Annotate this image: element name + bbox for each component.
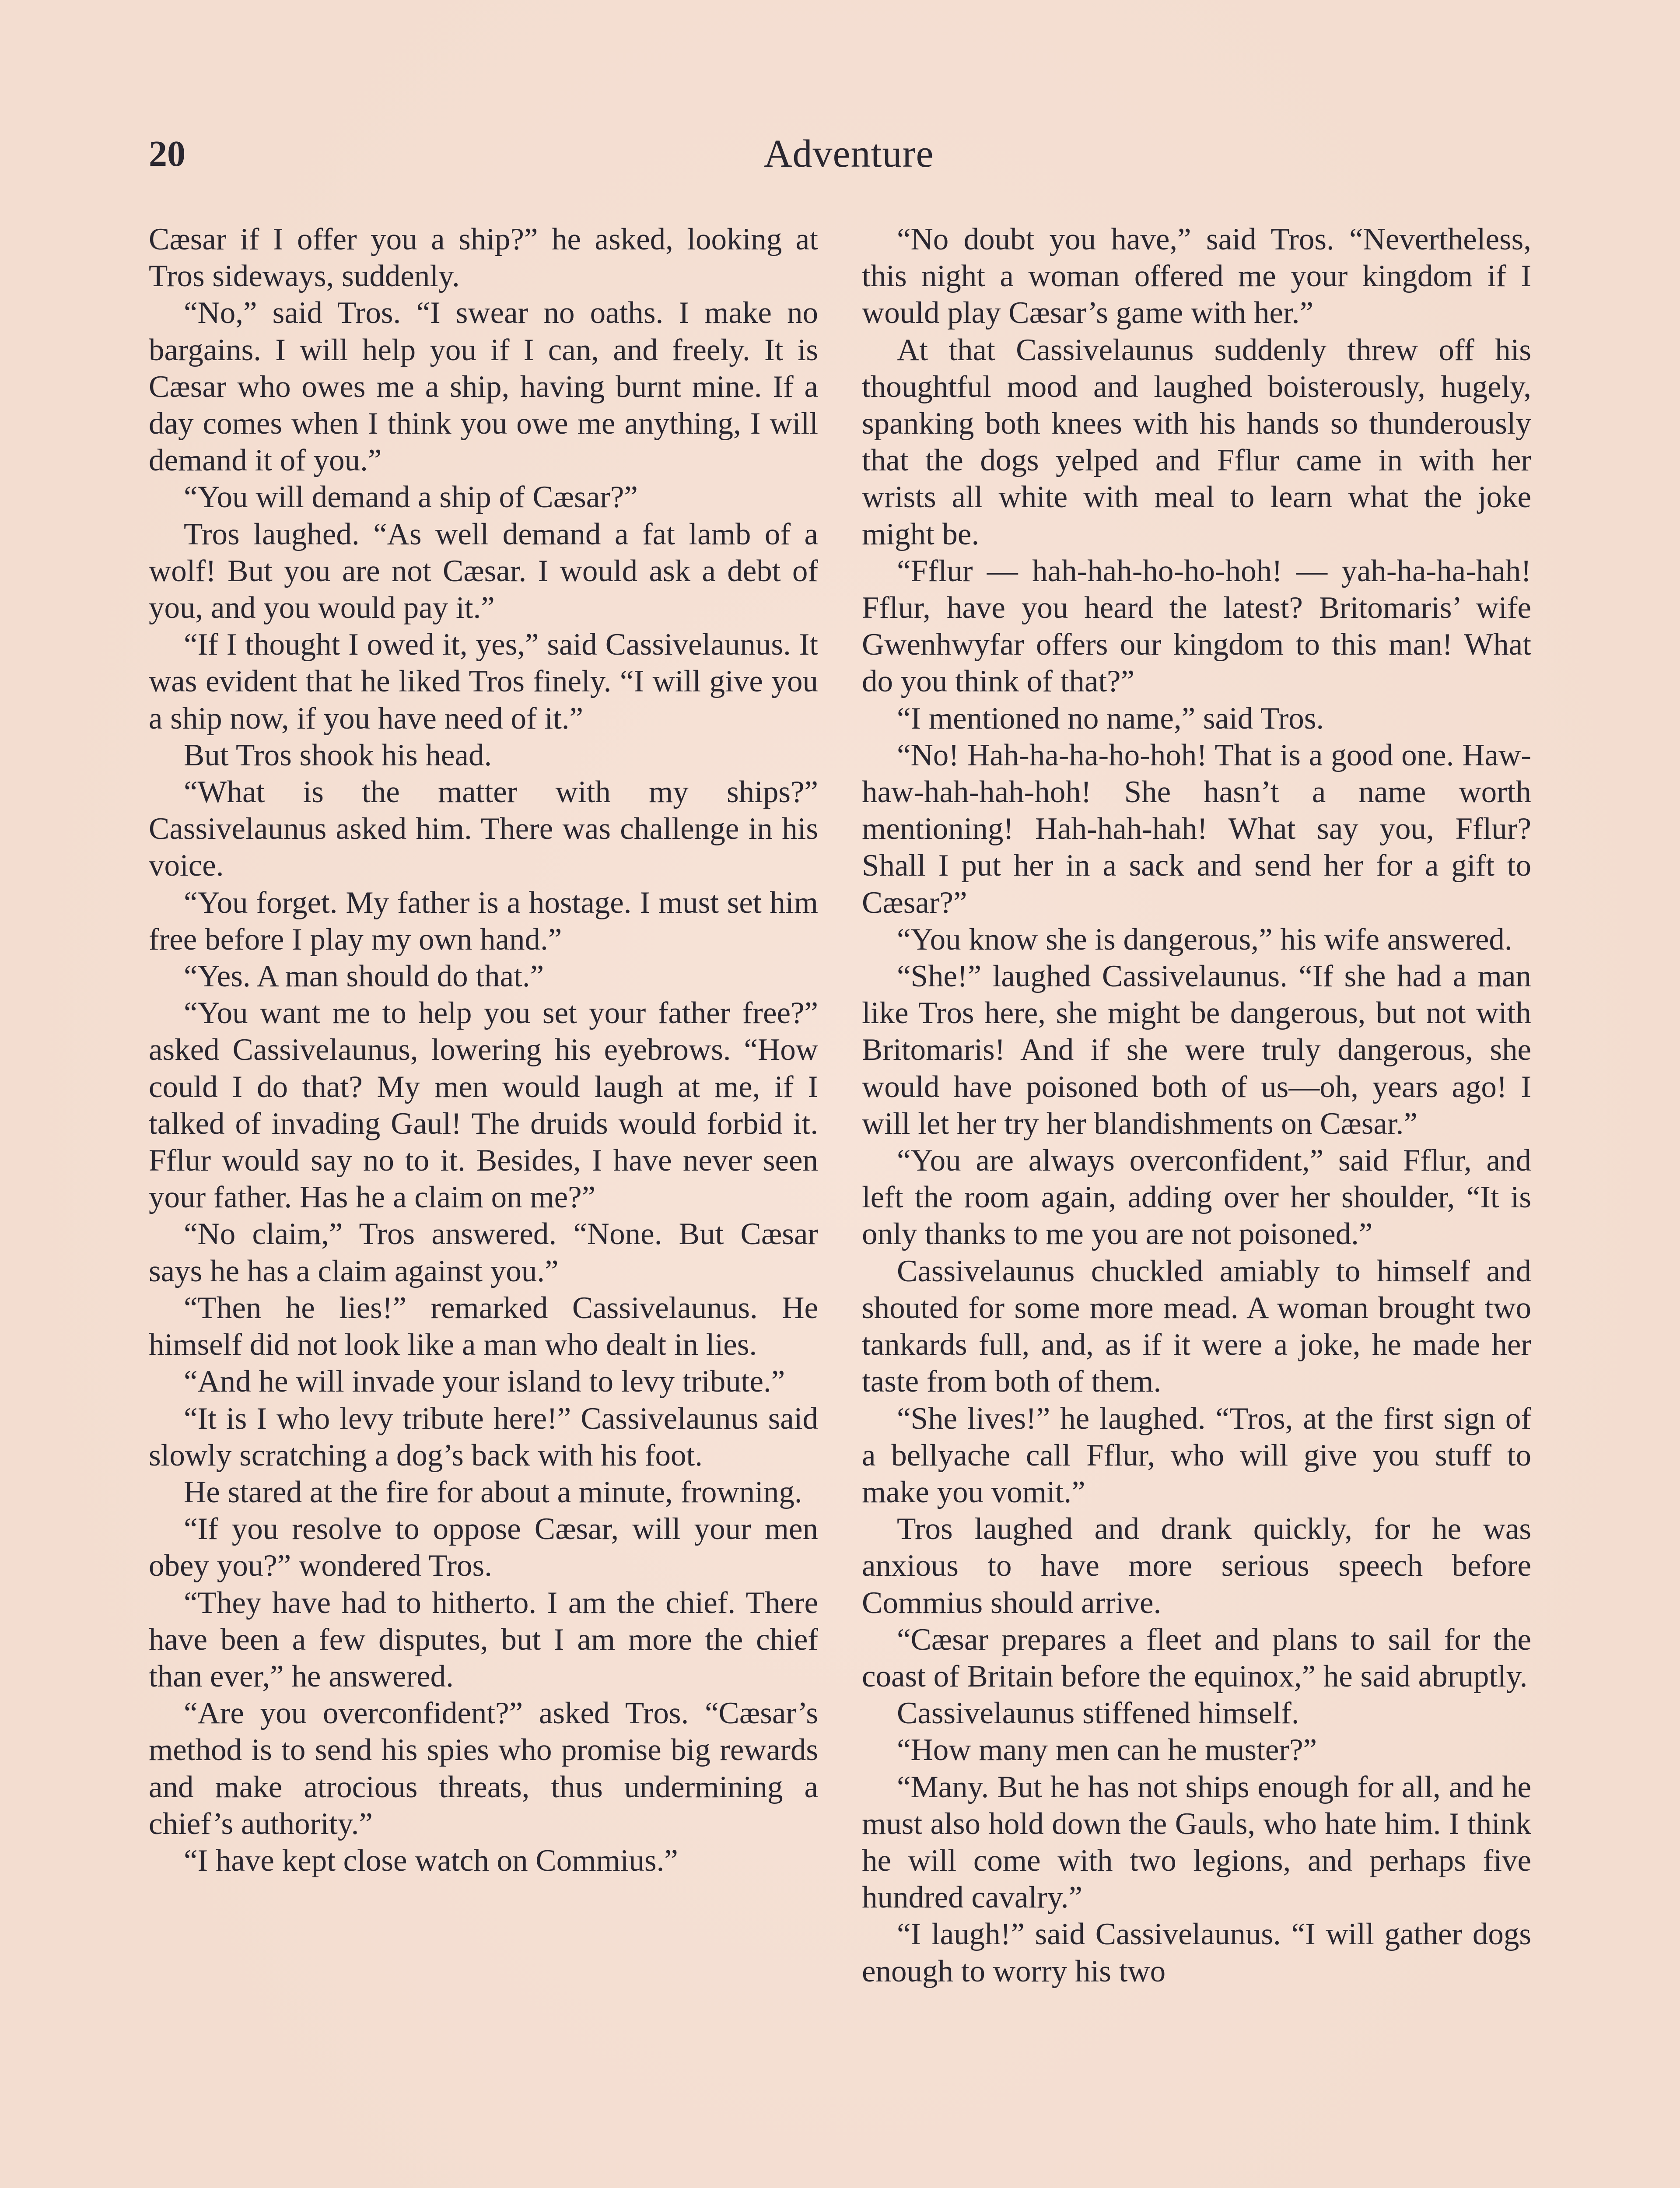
paragraph: “Many. But he has not ships enough for all, and he must also hold down the Gauls, who hate him. I think he will come with two legions, and perhaps five hundred cavalry.” <box>862 1770 1531 1915</box>
paragraph: “Then he lies!” remarked Cassivelaunus. He himself did not look like a man who dealt in lies. <box>149 1290 818 1362</box>
paragraph: “Cæsar prepares a fleet and plans to sail for the coast of Britain before the equinox,” he said abruptly. <box>862 1622 1531 1694</box>
paragraph: Cassivelaunus stiffened himself. <box>897 1696 1299 1731</box>
paragraph: “You want me to help you set your father free?” asked Cassivelaunus, lowering his eyebrows. “How could I do that? My men would laugh at me, if I talked of invading Gaul! The druids would forbid it. Fflur would say no to it. Besides, I have never seen your father. Has he a claim on me?” <box>149 996 818 1215</box>
paragraph: “You will demand a ship of Cæsar?” <box>184 480 638 515</box>
paragraph: “Yes. A man should do that.” <box>184 959 544 994</box>
paragraph: “Are you overconfident?” asked Tros. “Cæsar’s method is to send his spies who promise big rewards and make atrocious threats, thus undermining a chief’s authority.” <box>149 1696 818 1841</box>
paragraph: “They have had to hitherto. I am the chief. There have been a few disputes, but I am more the chief than ever,” he answered. <box>149 1585 818 1694</box>
paragraph: Cæsar if I offer you a ship?” he asked, looking at Tros sideways, suddenly. <box>149 222 818 294</box>
paragraph: “If I thought I owed it, yes,” said Cassivelaunus. It was evident that he liked Tros finely. “I will give you a ship now, if you have need of it.” <box>149 628 818 736</box>
paragraph: “How many men can he muster?” <box>897 1733 1317 1767</box>
running-title: Adventure <box>763 132 934 175</box>
paragraph: “Fflur — hah-hah-ho-ho-hoh! — yah-ha-ha-hah! Fflur, have you heard the latest? Britomaris’ wife Gwenhwyfar offers our kingdom to this man! What do you think of that?” <box>862 554 1531 699</box>
paragraph: Tros laughed and drank quickly, for he was anxious to have more serious speech before Commius should arrive. <box>862 1512 1531 1620</box>
paragraph: “You forget. My father is a hostage. I must set him free before I play my own hand.” <box>149 885 818 957</box>
paragraph: “She lives!” he laughed. “Tros, at the first sign of a bellyache call Fflur, who will give you stuff to make you vomit.” <box>862 1401 1531 1509</box>
paragraph: “I have kept close watch on Commius.” <box>184 1843 678 1878</box>
paragraph: He stared at the fire for about a minute, frowning. <box>184 1475 802 1509</box>
paragraph: “What is the matter with my ships?” Cassivelaunus asked him. There was challenge in his voice. <box>149 775 818 883</box>
left-text-column <box>149 221 818 1879</box>
paragraph: “You are always overconfident,” said Fflur, and left the room again, adding over her shoulder, “It is only thanks to me you are not poisoned.” <box>862 1143 1531 1252</box>
paragraph: “She!” laughed Cassivelaunus. “If she had a man like Tros here, she might be dangerous, but not with Britomaris! And if she were truly dangerous, she would have poisoned both of us—oh, years ago! I will let her try her blandishments on Cæsar.” <box>862 959 1531 1141</box>
paragraph: “I laugh!” said Cassivelaunus. “I will gather dogs enough to worry his two <box>862 1917 1531 1988</box>
page-number: 20 <box>149 133 186 174</box>
paragraph: Tros laughed. “As well demand a fat lamb of a wolf! But you are not Cæsar. I would ask a debt of you, and you would pay it.” <box>149 517 818 625</box>
paragraph: “If you resolve to oppose Cæsar, will your men obey you?” wondered Tros. <box>149 1512 818 1583</box>
paragraph: “And he will invade your island to levy tribute.” <box>184 1364 785 1399</box>
paragraph: “No! Hah-ha-ha-ho-hoh! That is a good one. Haw-haw-hah-hah-hoh! She hasn’t a name worth mentioning! Hah-hah-hah! What say you, Fflur? Shall I put her in a sack and send her for a gift to Cæsar?” <box>862 738 1531 920</box>
page-header <box>149 128 1549 185</box>
paragraph: “No claim,” Tros answered. “None. But Cæsar says he has a claim against you.” <box>149 1217 818 1288</box>
paragraph: “I mentioned no name,” said Tros. <box>897 701 1324 736</box>
paragraph: “You know she is dangerous,” his wife answered. <box>897 922 1512 957</box>
paragraph: But Tros shook his head. <box>184 738 492 772</box>
paragraph: “It is I who levy tribute here!” Cassivelaunus said slowly scratching a dog’s back with his foot. <box>149 1401 818 1473</box>
right-text-column <box>862 221 1531 1990</box>
paragraph: Cassivelaunus chuckled amiably to himself and shouted for some more mead. A woman brought two tankards full, and, as if it were a joke, he made her taste from both of them. <box>862 1254 1531 1399</box>
paragraph: At that Cassivelaunus suddenly threw off his thoughtful mood and laughed boisterously, hugely, spanking both knees with his hands so thunderously that the dogs yelped and Fflur came in with her wrists all white with meal to learn what the joke might be. <box>862 333 1531 551</box>
paragraph: “No doubt you have,” said Tros. “Nevertheless, this night a woman offered me your kingdom if I would play Cæsar’s game with her.” <box>862 222 1531 330</box>
paragraph: “No,” said Tros. “I swear no oaths. I make no bargains. I will help you if I can, and freely. It is Cæsar who owes me a ship, having burnt mine. If a day comes when I think you owe me anything, I will demand it of you.” <box>149 296 818 478</box>
